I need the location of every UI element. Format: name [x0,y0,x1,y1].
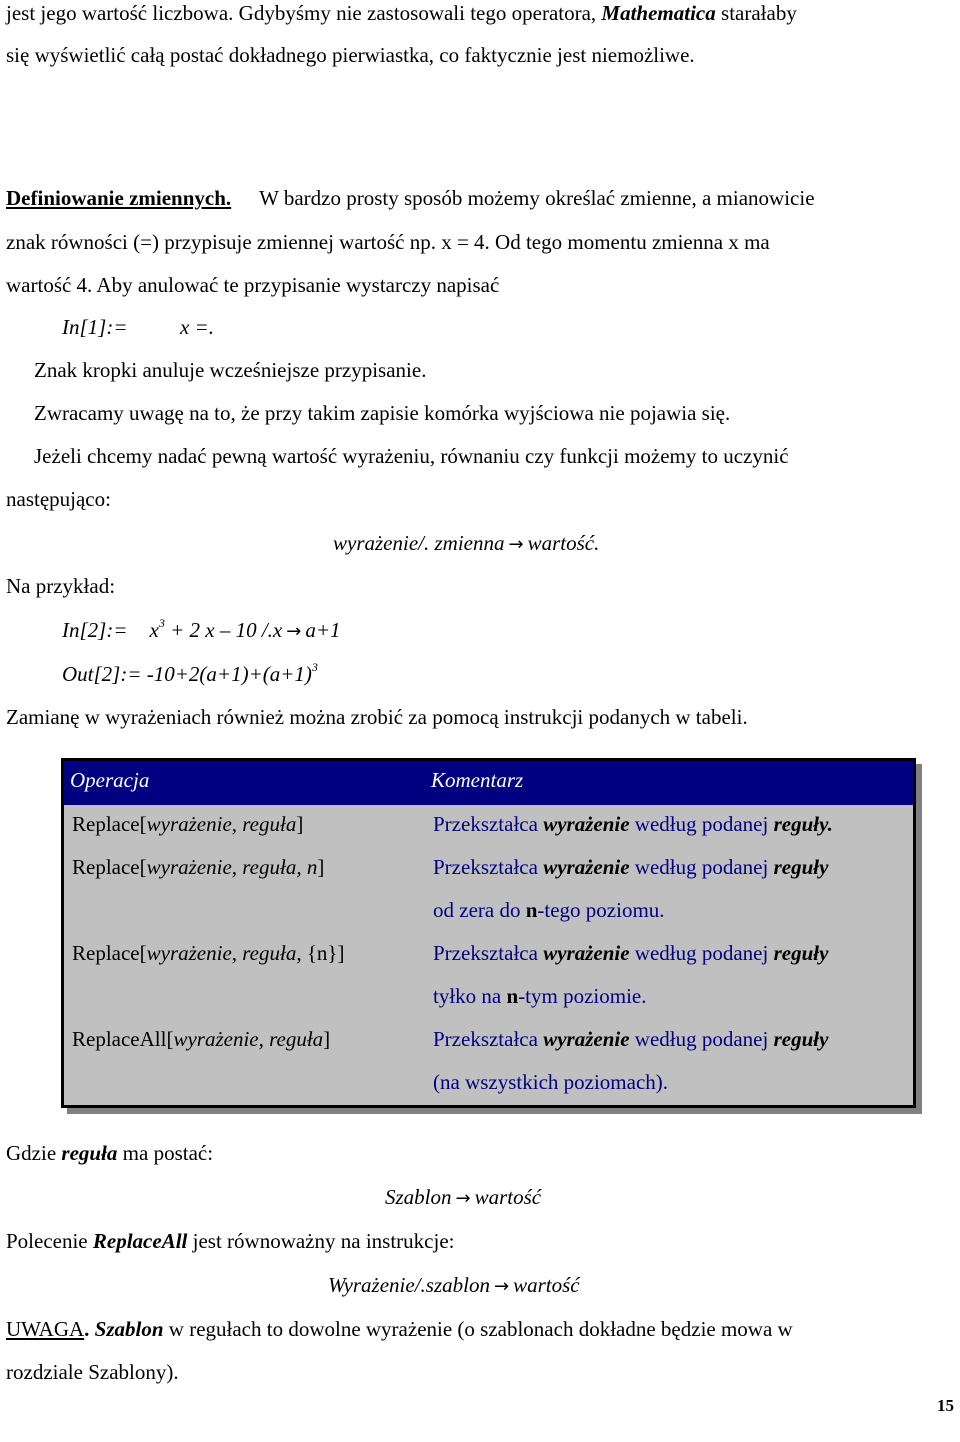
arrow-icon: → [508,534,524,555]
comment-text: według podanej [629,812,774,836]
op-close: ] [296,812,304,836]
regula-em: reguła [61,1141,118,1165]
comment-text: według podanej [629,855,774,879]
polecenie-text: Polecenie [6,1229,93,1253]
comment-text: (na wszystkich poziomach). [433,1070,669,1094]
definitions-line-1 [6,185,815,211]
polecenie-line [6,1228,454,1254]
polecenie-text-end: jest równoważny na instrukcje: [187,1229,455,1253]
comment-em: wyrażenie [543,1027,630,1051]
comment-text: według podanej [629,1027,774,1051]
header-comment: Komentarz [431,768,524,792]
uwaga-text: w regułach to dowolne wyrażenie (o szablonach dokładne będzie mowa w [163,1317,793,1341]
comment-text: tyłko na [433,984,507,1008]
intro-line-1 [6,0,797,26]
table-intro: Zamianę w wyrażeniach również można zrobić za pomocą instrukcji podanych w tabeli. [6,705,748,729]
gdzie-line [6,1140,213,1166]
comment-text: od zera do [433,898,526,922]
uwaga-line [6,1316,793,1342]
table-row-comment [433,1026,828,1052]
table-row-op [72,1026,330,1052]
uwaga-label: UWAGA [6,1317,85,1341]
table-row-comment [433,854,828,880]
operations-table [61,758,916,1108]
comment-em: n [525,898,538,922]
out2-label: Out[2]:= [62,662,142,686]
op-fn: Replace[ [72,855,147,879]
table-header [64,761,913,805]
note-2: Zwracamy uwagę na to, że przy takim zapisie komórka wyjściowa nie pojawia się. [34,401,731,425]
arrow-icon: → [455,1188,471,1209]
comment-text: Przekształca [433,1027,544,1051]
table-row-op [72,811,303,837]
in2-exponent: 3 [158,616,165,630]
szablon-right: wartość [474,1185,542,1209]
comment-text: Przekształca [433,812,544,836]
szablon-em: Szablon [94,1317,164,1341]
formula-right: wartość. [527,531,600,555]
arrow-icon: → [493,1276,510,1297]
op-fn: Replace[ [72,812,147,836]
in2-x: x [149,618,159,642]
comment-text: -tym poziomie. [518,984,647,1008]
comment-em: wyrażenie [543,812,630,836]
definitions-text: W bardzo prosty sposób możemy określać zmienne, a mianowicie [259,186,815,210]
intro-text-end: starałaby [715,1,797,25]
wyr-right: wartość [513,1273,580,1297]
comment-text: Przekształca [433,855,544,879]
op-args: wyrażenie, reguła, [146,941,307,965]
uwaga-line-2: rozdziale Szablony). [6,1360,179,1384]
code-in2 [62,617,341,645]
in2-result: a+1 [305,618,341,642]
table-row-comment-cont [433,1069,668,1095]
note-1: Znak kropki anuluje wcześniejsze przypisanie. [34,358,427,382]
comment-text: według podanej [629,941,774,965]
op-fn: Replace[ [72,941,147,965]
section-heading: Definiowanie zmiennych. [6,186,232,210]
comment-em: reguły [773,1027,829,1051]
page-number: 15 [937,1396,954,1415]
op-args: wyrażenie, reguła [173,1027,324,1051]
definitions-line-2: znak równości (=) przypisuje zmiennej wartość np. x = 4. Od tego momentu zmienna x ma [6,230,770,254]
op-close: ] [323,1027,331,1051]
code-out2 [62,661,318,687]
intro-line-2: się wyświetlić całą postać dokładnego pierwiastka, co faktycznie jest niemożliwe. [6,43,695,67]
szablon-left: Szablon [385,1185,452,1209]
out2-expr: -10+2(a+1)+(a+1) [146,662,312,686]
mathematica-name: Mathematica [601,1,716,25]
table-row-comment [433,811,833,837]
para2-line-2: następująco: [6,487,111,511]
op-args: wyrażenie, reguła [146,812,297,836]
para2-line-1: Jeżeli chcemy nadać pewną wartość wyrażeniu, równaniu czy funkcji możemy to uczynić [34,444,789,468]
comment-em: n [506,984,519,1008]
gdzie-text-end: ma postać: [117,1141,214,1165]
code-in1: In[1]:= [62,315,128,339]
comment-em: wyrażenie [543,941,630,965]
code-in1-expr: x =. [180,315,214,339]
op-args: wyrażenie, reguła, n [146,855,318,879]
out2-exponent: 3 [311,660,318,674]
intro-text: jest jego wartość liczbowa. Gdybyśmy nie zastosowali tego operatora, [6,1,602,25]
example-label: Na przykład: [6,574,116,598]
arrow-icon: → [286,621,302,642]
comment-text: Przekształca [433,941,544,965]
comment-em: wyrażenie [543,855,630,879]
formula-left: wyrażenie/. zmienna [333,531,505,555]
wyr-left: Wyrażenie/.szablon [328,1273,490,1297]
table-row-op [72,940,344,966]
table-row-comment-cont [433,983,647,1009]
op-close: ] [317,855,325,879]
op-fn: ReplaceAll[ [72,1027,174,1051]
comment-em: reguły [773,855,829,879]
comment-text: -tego poziomu. [537,898,665,922]
table-row-comment [433,940,828,966]
header-operation: Operacja [70,768,150,792]
gdzie-text: Gdzie [6,1141,62,1165]
in2-rest: + 2 x – 10 /.x [170,618,283,642]
table-row-comment-cont [433,897,665,923]
in2-label: In[2]:= [62,618,128,642]
replaceall-em: ReplaceAll [92,1229,188,1253]
uwaga-dot: . [84,1317,90,1341]
table-row-op [72,854,324,880]
comment-em: reguły. [773,812,833,836]
formula [333,530,599,558]
szablon-formula [385,1184,541,1212]
definitions-line-3: wartość 4. Aby anulować te przypisanie wystarczy napisać [6,273,500,297]
op-close: {n}] [306,941,345,965]
comment-em: reguły [773,941,829,965]
wyrazenie-formula [328,1272,580,1300]
